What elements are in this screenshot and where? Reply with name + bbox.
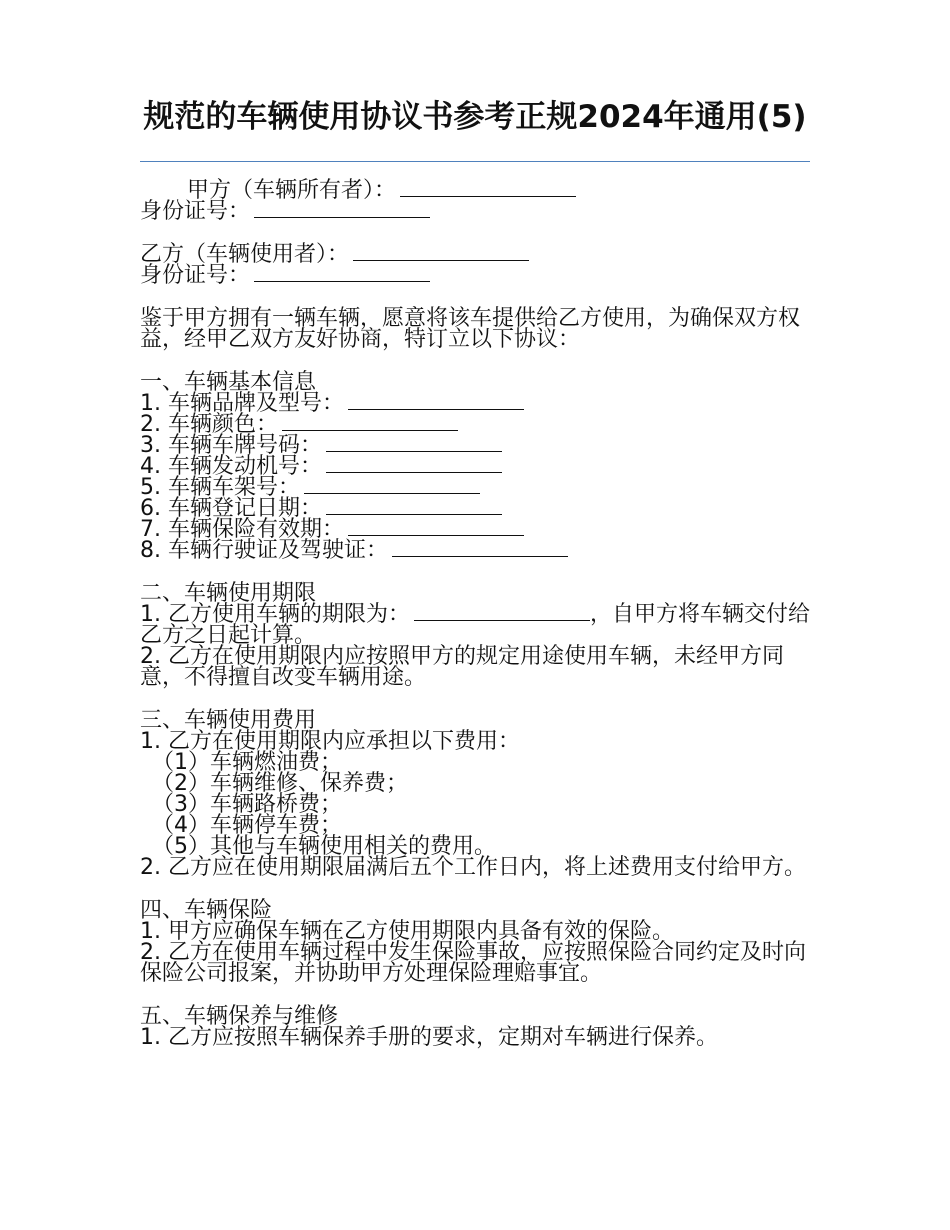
party-b-label: 乙方（车辆使用者）： xyxy=(140,242,350,267)
blank-field xyxy=(282,414,458,431)
blank-field xyxy=(326,435,502,452)
vehicle-info-item: 5. 车辆车架号： xyxy=(140,477,812,498)
party-a-line xyxy=(140,180,812,201)
insurance-item: 2. 乙方在使用车辆过程中发生保险事故，应按照保险合同约定及时向保险公司报案，并协助甲方处理保险理赔事宜。 xyxy=(140,940,806,986)
usage-purpose-item: 2. 乙方在使用期限内应按照甲方的规定用途使用车辆，未经甲方同意，不得擅自改变车辆用途。 xyxy=(140,644,784,690)
fee-subitem: （2）车辆维修、保养费； xyxy=(152,771,408,796)
fees-item: 1. 乙方在使用期限内应承担以下费用： xyxy=(140,729,520,754)
blank-field xyxy=(348,393,524,410)
blank-field xyxy=(304,477,480,494)
party-a-id-line xyxy=(140,201,812,222)
fees-payment-item: 2. 乙方应在使用期限届满后五个工作日内，将上述费用支付给甲方。 xyxy=(140,855,806,880)
vehicle-info-item: 8. 车辆行驶证及驾驶证： xyxy=(140,540,812,561)
party-a-id-label: 身份证号： xyxy=(140,199,251,224)
party-b-id-label: 身份证号： xyxy=(140,263,251,288)
fee-subitem: （5）其他与车辆使用相关的费用。 xyxy=(152,834,496,859)
blank-field xyxy=(326,456,502,473)
party-b-blank xyxy=(353,244,529,261)
vehicle-info-item: 2. 车辆颜色： xyxy=(140,414,812,435)
blank-field xyxy=(414,604,590,621)
fee-subitem: （4）车辆停车费； xyxy=(152,813,342,838)
section-heading: 三、车辆使用费用 xyxy=(140,708,317,733)
vehicle-info-item: 6. 车辆登记日期： xyxy=(140,498,812,519)
fee-subitem: （3）车辆路桥费； xyxy=(152,792,342,817)
vehicle-info-item: 4. 车辆发动机号： xyxy=(140,456,812,477)
vehicle-info-item: 7. 车辆保险有效期： xyxy=(140,519,812,540)
vehicle-info-item: 1. 车辆品牌及型号： xyxy=(140,393,812,414)
blank-field xyxy=(348,519,524,536)
document-title: 规范的车辆使用协议书参考正规2024年通用(5) xyxy=(143,99,807,135)
section-heading: 一、车辆基本信息 xyxy=(140,370,317,395)
party-a-id-blank xyxy=(254,201,430,218)
party-a-label: 甲方（车辆所有者）： xyxy=(187,178,397,203)
party-a-blank xyxy=(400,180,576,197)
title-divider xyxy=(140,161,810,162)
party-b-id-line xyxy=(140,265,812,286)
vehicle-info-item: 3. 车辆车牌号码： xyxy=(140,435,812,456)
section-heading: 四、车辆保险 xyxy=(140,898,273,923)
insurance-item: 1. 甲方应确保车辆在乙方使用期限内具备有效的保险。 xyxy=(140,919,674,944)
fee-subitem: （1）车辆燃油费； xyxy=(152,750,342,775)
section-heading: 二、车辆使用期限 xyxy=(140,581,317,606)
blank-field xyxy=(392,540,568,557)
document-body xyxy=(140,180,812,1048)
maintenance-item: 1. 乙方应按照车辆保养手册的要求，定期对车辆进行保养。 xyxy=(140,1025,718,1050)
party-b-line xyxy=(140,244,812,265)
preamble-paragraph: 鉴于甲方拥有一辆车辆，愿意将该车提供给乙方使用，为确保双方权益，经甲乙双方友好协商，特订立以下协议： xyxy=(140,306,801,352)
party-b-id-blank xyxy=(254,265,430,282)
section-heading: 五、车辆保养与维修 xyxy=(140,1004,339,1029)
usage-term-item: 1. 乙方使用车辆的期限为： ，自甲方将车辆交付给乙方之日起计算。 xyxy=(140,602,810,648)
blank-field xyxy=(326,498,502,515)
